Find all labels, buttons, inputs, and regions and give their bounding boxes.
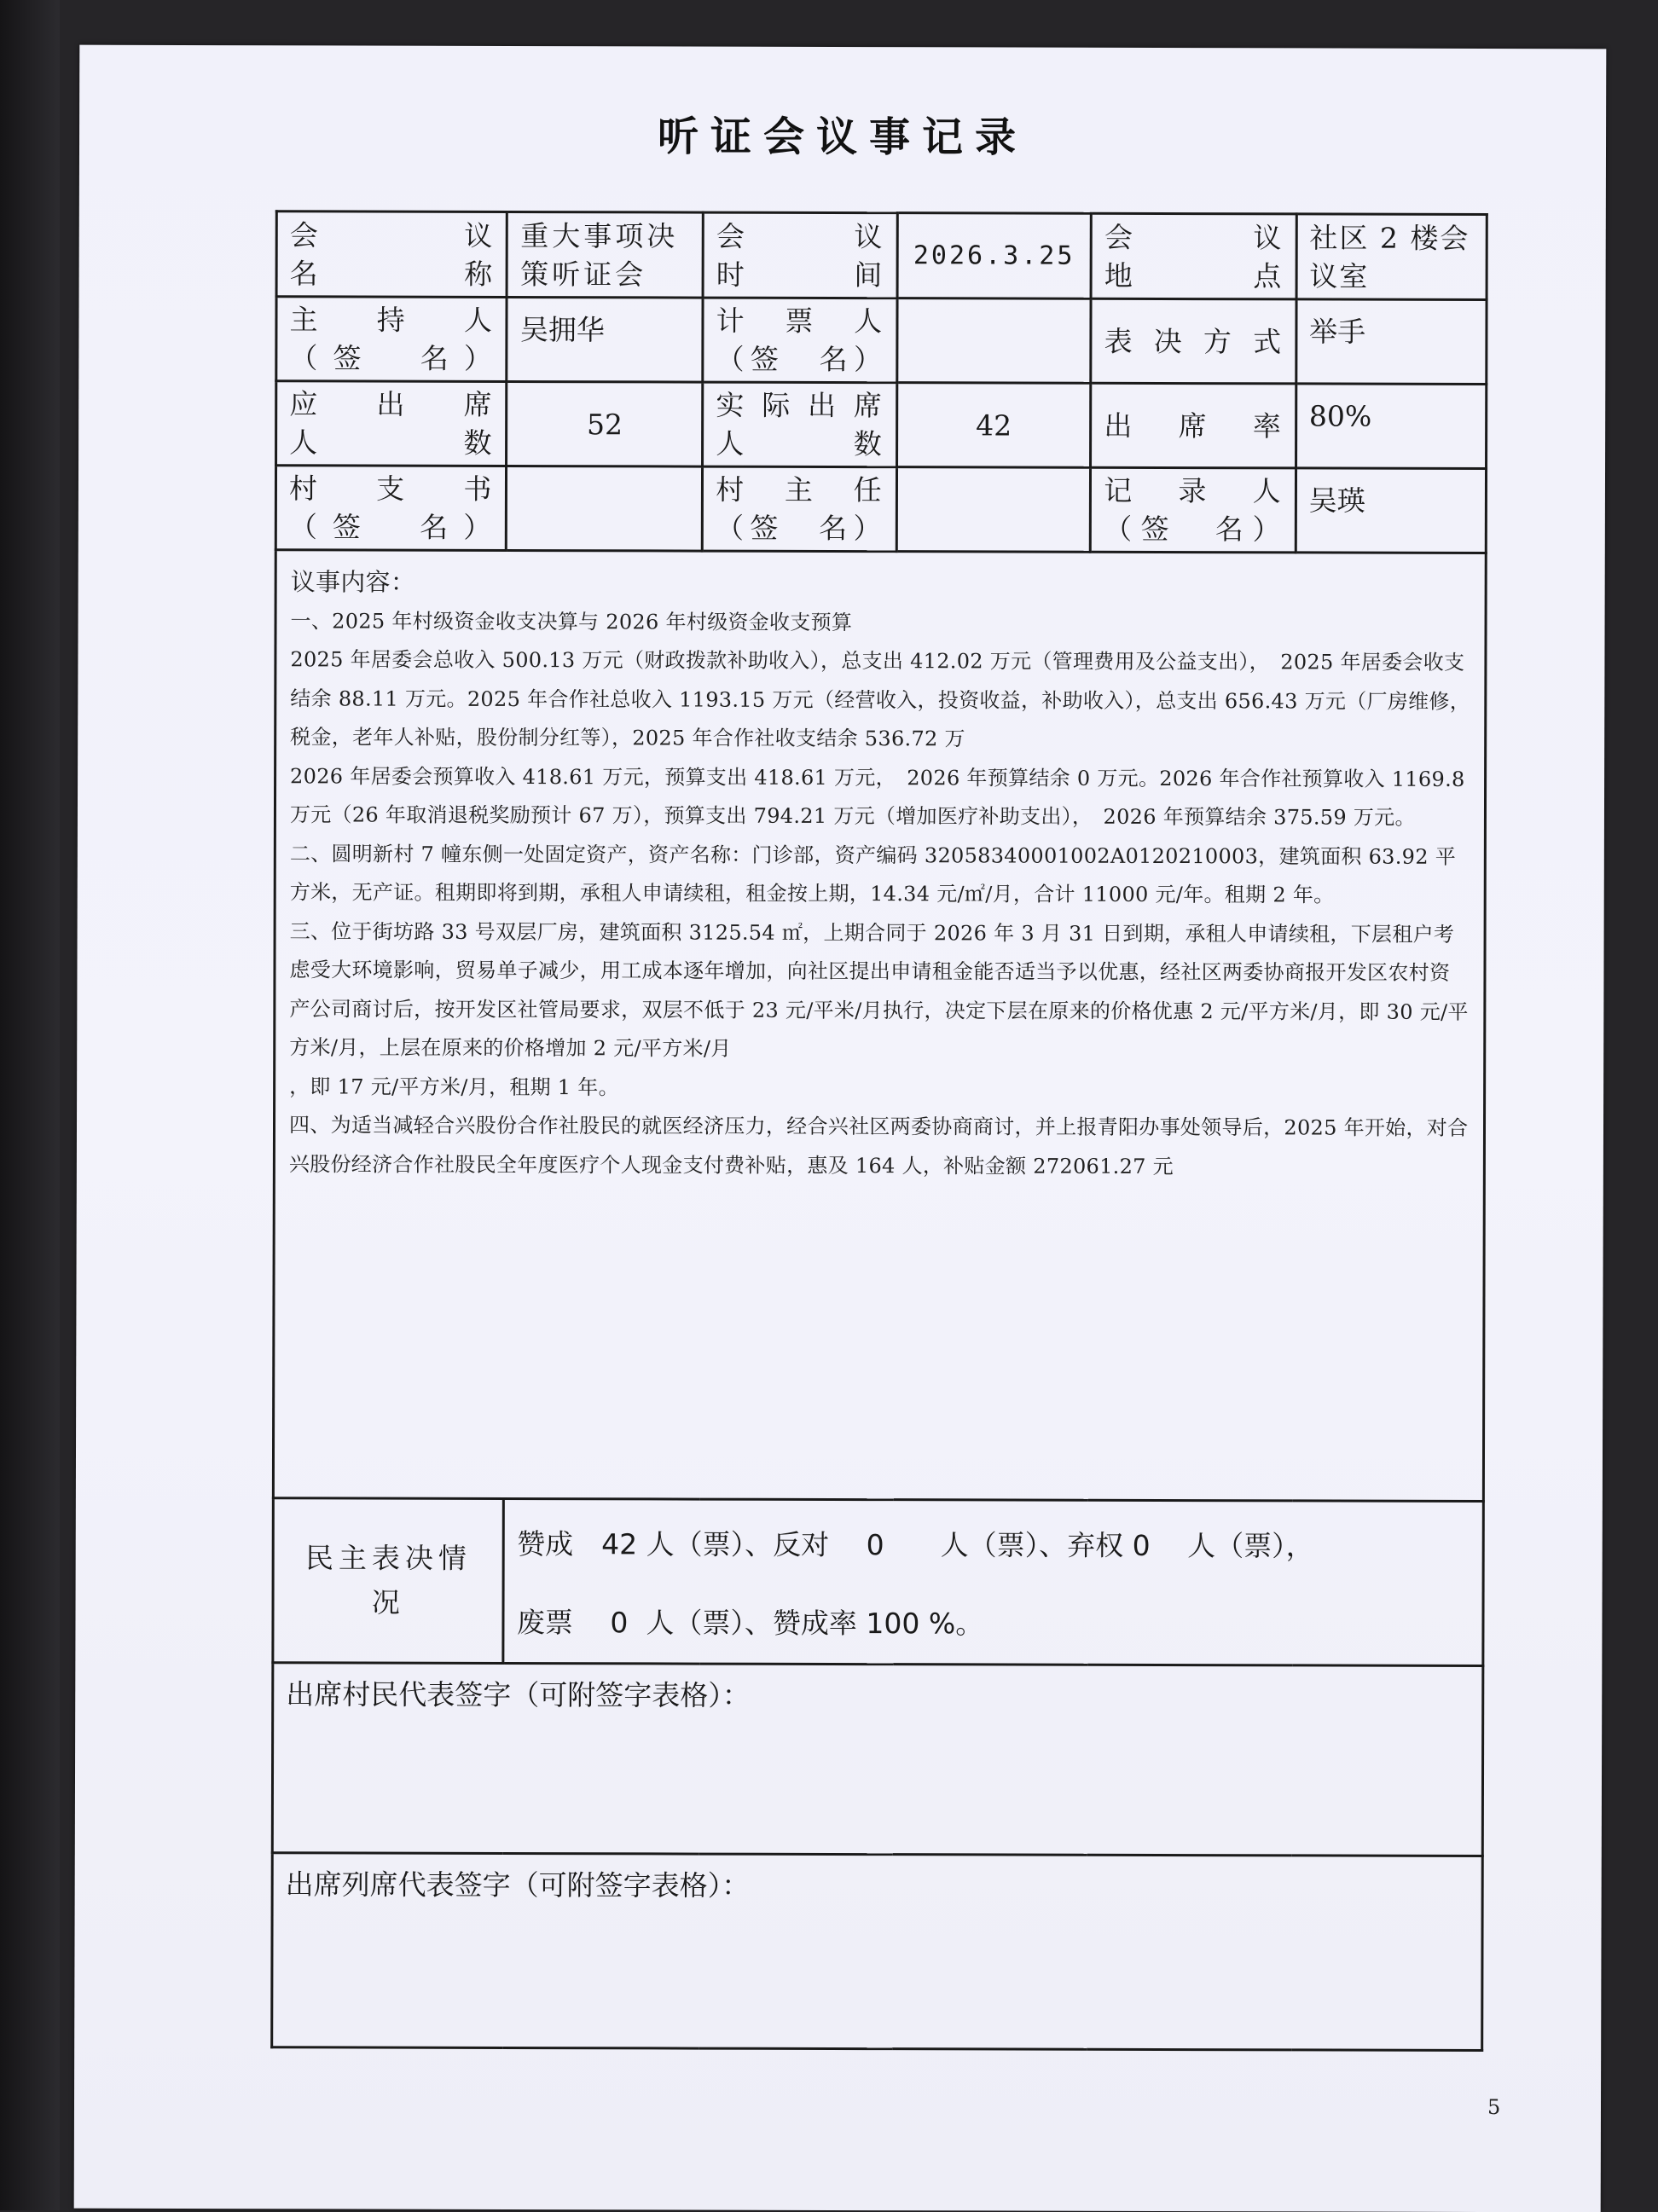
value-vote-result: 赞成 42 人（票）、反对 0 人（票）、弃权 0 人（票）， 废票 0 人（票）、赞成率 100 %。 <box>503 1498 1483 1665</box>
value-rate: 80% <box>1296 384 1487 469</box>
row-attendee-sign <box>272 1853 1483 2051</box>
content-item-3: 三、位于街坊路 33 号双层厂房，建筑面积 3125.54 ㎡，上期合同于 2026 年 3 月 31 日到期，承租人申请续租，下层租户考虑受大环境影响，贸易单子减少，用工成本逐年增加，向社区提出申请租金能否适当予以优惠，经社区两委协商报开发区农村资产公司商讨后，按开发区社管局要求，双层不低于 23 元/平米/月执行，决定下层在原来的价格优惠 2 元/平方米/月，即 30 元/平方米/月，上层在原来的价格增加 2 元/平方米/月 <box>289 918 1469 1061</box>
value-counter <box>897 298 1092 384</box>
value-recorder: 吴瑛 <box>1296 468 1487 553</box>
content-item-1-2025: 2025 年居委会总收入 500.13 万元（财政拨款补助收入），总支出 412.02 万元（管理费用及公益支出）， 2025 年居委会收支结余 88.11 万元。2025 年合作社总收入 1193.15 万元（经营收入，投资收益，补助收入），总支出 656.43 万元（厂房维修，税金，老年人补贴，股份制分红等），2025 年合作社收支结余 536.72 万 <box>290 647 1471 751</box>
content-cell <box>273 550 1486 1502</box>
scan-background <box>0 0 60 2210</box>
label-host: 主 持 人 （签 名） <box>276 297 507 382</box>
record-table <box>270 210 1488 2052</box>
content-item-1-2026: 2026 年居委会预算收入 418.61 万元，预算支出 418.61 万元， 2026 年预算结余 0 万元。2026 年合作社预算收入 1169.8 万元（26 年取消退税奖励预计 67 万），预算支出 794.21 万元（增加医疗补助支出）， 2026 年预算结余 375.59 万元。 <box>289 763 1465 830</box>
row-host <box>276 297 1487 385</box>
value-actual: 42 <box>896 383 1091 468</box>
label-meeting-place: 会 议 地 点 <box>1091 213 1296 299</box>
content-heading: 议事内容： <box>290 567 416 597</box>
row-meeting-info <box>276 211 1487 300</box>
label-director: 村 主 任 （签 名） <box>702 466 896 552</box>
value-host: 吴拥华 <box>507 297 703 382</box>
value-expected: 52 <box>507 381 703 466</box>
document-title: 听证会议事记录 <box>657 113 1029 162</box>
content-item-3-cont: ，即 17 元/平方米/月，租期 1 年。 <box>289 1074 619 1099</box>
value-meeting-time: 2026.3.25 <box>897 213 1092 299</box>
label-counter: 计 票 人 （签 名） <box>703 298 897 383</box>
label-meeting-name: 会 议 名 称 <box>276 211 507 298</box>
label-vote-result: 民主表决情况 <box>273 1498 504 1664</box>
label-vote-method: 表决方式 <box>1091 298 1296 384</box>
label-meeting-time: 会 议 时 间 <box>703 212 897 298</box>
label-actual: 实际出席 人 数 <box>703 382 897 467</box>
row-vote <box>273 1498 1484 1666</box>
attendee-signature-area: 出席列席代表签字（可附签字表格）： <box>272 1853 1483 2051</box>
row-villager-sign <box>272 1663 1483 1856</box>
label-expected: 应 出 席 人 数 <box>276 381 507 466</box>
content-item-1-title: 一、2025 年村级资金收支决算与 2026 年村级资金收支预算 <box>290 608 853 634</box>
content-item-2: 二、圆明新村 7 幢东侧一处固定资产，资产名称：门诊部，资产编码 32058340001002A0120210003，建筑面积 63.92 平方米，无产证。租期即将到期，承租人申请续租，租金按上期，14.34 元/㎡/月，合计 11000 元/年。租期 2 年。 <box>289 841 1457 907</box>
value-secretary <box>507 466 703 551</box>
value-director <box>896 467 1091 553</box>
label-secretary: 村 支 书 （签 名） <box>275 466 507 551</box>
value-meeting-place: 社区 2 楼会 议室 <box>1296 214 1487 300</box>
content-item-4: 四、为适当减轻合兴股份合作社股民的就医经济压力，经合兴社区两委协商商讨，并上报青阳办事处领导后，2025 年开始，对合兴股份经济合作社股民全年度医疗个人现金支付费补贴，惠及 164 人，补贴金额 272061.27 元 <box>288 1113 1469 1178</box>
value-vote-method: 举手 <box>1296 299 1487 385</box>
value-meeting-name: 重大事项决 策听证会 <box>507 211 704 298</box>
label-recorder: 记 录 人 （签 名） <box>1091 467 1296 553</box>
villager-signature-area: 出席村民代表签字（可附签字表格）： <box>272 1663 1483 1856</box>
row-attendance <box>276 381 1487 469</box>
label-rate: 出席率 <box>1091 383 1296 468</box>
row-content <box>273 550 1486 1502</box>
document-page <box>74 45 1607 2212</box>
row-officials <box>275 466 1486 553</box>
page-number: 5 <box>1487 2094 1501 2120</box>
